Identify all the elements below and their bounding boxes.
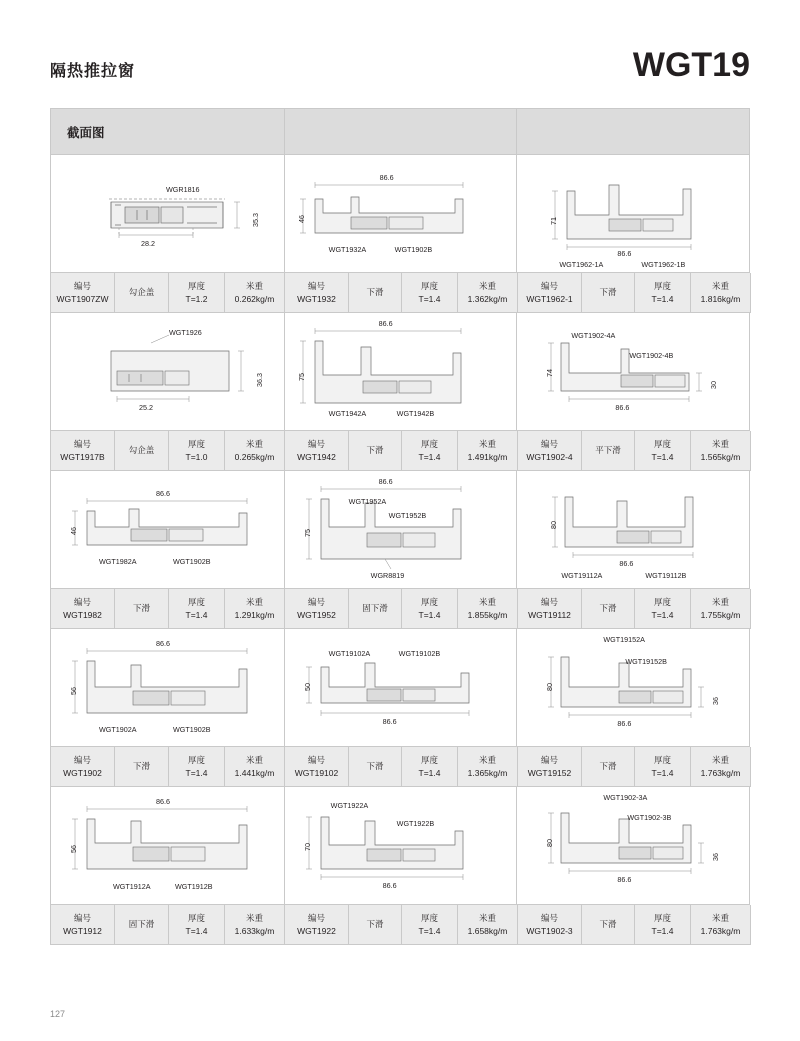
drawing-dim: 86.6 [156, 797, 170, 806]
section-title: 截面图 [67, 125, 105, 140]
spec-group [285, 273, 518, 313]
spec-code-label: 编号 [307, 913, 325, 924]
drawing-label: WGT1962-1A [559, 260, 604, 269]
spec-weight-value: 1.291kg/m [234, 609, 275, 620]
spec-thickness [169, 589, 225, 629]
spec-code-label: 编号 [540, 913, 558, 924]
drawing-label: WGT19102A [328, 649, 371, 658]
spec-thickness [635, 431, 691, 471]
spec-code [285, 747, 349, 787]
drawing-dim: 80 [549, 521, 559, 529]
spec-thickness-label: 厚度 [420, 755, 438, 766]
drawing-dim: 46 [69, 527, 78, 535]
spec-code-value: WGT1952 [297, 609, 336, 620]
spec-weight [458, 273, 518, 313]
profile-drawing [285, 787, 517, 904]
spec-weight-label: 米重 [478, 597, 496, 608]
drawing-label: WGT19152A [603, 635, 645, 644]
spec-weight-value: 1.763kg/m [700, 767, 741, 778]
drawing-dim: 86.6 [378, 319, 393, 328]
drawing-dim: 86.6 [615, 403, 630, 412]
spec-type-value: 下滑 [599, 287, 617, 298]
drawing-cell [51, 313, 285, 431]
spec-weight-value: 1.441kg/m [234, 767, 275, 778]
drawing-label: WGT1952B [388, 511, 427, 520]
spec-code [518, 905, 582, 945]
drawing-row-5 [51, 787, 750, 905]
spec-weight-label: 米重 [478, 439, 496, 450]
spec-code [51, 431, 115, 471]
spec-code-label: 编号 [307, 281, 325, 292]
spec-code-value: WGT1982 [63, 609, 102, 620]
spec-thickness-value: T=1.4 [651, 609, 674, 620]
header-cell-section [51, 109, 285, 155]
spec-weight-value: 1.763kg/m [700, 925, 741, 936]
drawing-cell [51, 155, 285, 273]
drawing-dim: 30 [709, 381, 719, 389]
spec-weight [691, 747, 751, 787]
spec-row-5 [51, 905, 750, 945]
series-code: WGT19 [632, 46, 750, 84]
table-header-row [51, 109, 750, 155]
drawing-label: WGT1902B [173, 557, 211, 566]
spec-weight [458, 905, 518, 945]
drawing-label: WGT19112B [645, 571, 687, 580]
spec-code [51, 273, 115, 313]
spec-thickness [402, 273, 458, 313]
drawing-label: WGT1902B [173, 725, 211, 734]
spec-thickness-label: 厚度 [420, 439, 438, 450]
drawing-label: WGT1902-3A [603, 793, 648, 802]
spec-weight [458, 431, 518, 471]
spec-group [518, 431, 751, 471]
spec-group [51, 589, 285, 629]
drawing-dim: 36 [711, 697, 721, 705]
spec-weight-value: 1.565kg/m [700, 451, 741, 462]
drawing-label: WGT1942B [396, 409, 435, 418]
drawing-label: WGT19112A [561, 571, 603, 580]
drawing-label: WGT1902-3B [627, 813, 672, 822]
spec-type-value: 下滑 [599, 919, 617, 930]
spec-row-2 [51, 431, 750, 471]
drawing-dim: 75 [302, 529, 312, 537]
spec-weight-label: 米重 [711, 281, 729, 292]
drawing-dim: 86.6 [156, 639, 170, 648]
spec-thickness-label: 厚度 [653, 439, 671, 450]
drawing-dim: 80 [545, 683, 555, 691]
drawing-row-4 [51, 629, 750, 747]
spec-code [518, 431, 582, 471]
spec-thickness-value: T=1.4 [418, 925, 441, 936]
spec-weight-label: 米重 [711, 755, 729, 766]
spec-code-value: WGT19102 [294, 767, 339, 778]
spec-type-value: 勾企盖 [128, 445, 155, 456]
spec-type [349, 431, 402, 471]
spec-code-label: 编号 [540, 755, 558, 766]
spec-code-label: 编号 [307, 439, 325, 450]
spec-code-value: WGT1962-1 [526, 293, 573, 304]
spec-thickness-value: T=1.4 [651, 451, 674, 462]
spec-thickness-value: T=1.2 [185, 293, 208, 304]
spec-weight [225, 747, 285, 787]
drawing-dim: 56 [69, 687, 78, 695]
spec-weight-label: 米重 [711, 597, 729, 608]
spec-code-label: 编号 [73, 913, 91, 924]
spec-type [582, 747, 635, 787]
spec-code-label: 编号 [73, 597, 91, 608]
spec-thickness-value: T=1.4 [418, 293, 441, 304]
spec-thickness-value: T=1.4 [651, 925, 674, 936]
drawing-dim: 86.6 [378, 477, 393, 486]
spec-thickness-label: 厚度 [420, 913, 438, 924]
spec-code-label: 编号 [540, 281, 558, 292]
spec-group [518, 273, 751, 313]
drawing-dim: 25.2 [139, 403, 153, 412]
spec-weight-value: 0.262kg/m [234, 293, 275, 304]
drawing-cell [517, 629, 750, 747]
drawing-label: WGT19102B [398, 649, 441, 658]
spec-thickness [402, 905, 458, 945]
profile-drawing [285, 629, 517, 746]
spec-type [349, 273, 402, 313]
spec-type [349, 747, 402, 787]
spec-weight [458, 747, 518, 787]
drawing-row-2 [51, 313, 750, 431]
spec-code-value: WGT1922 [297, 925, 336, 936]
spec-weight-label: 米重 [245, 439, 263, 450]
drawing-dim: 35.3 [251, 213, 260, 227]
spec-code-value: WGT1902-3 [526, 925, 573, 936]
drawing-dim: 86.6 [156, 489, 170, 498]
spec-thickness-value: T=1.4 [185, 609, 208, 620]
spec-type-value: 下滑 [599, 761, 617, 772]
drawing-dim: 86.6 [617, 875, 632, 884]
spec-weight-value: 1.755kg/m [700, 609, 741, 620]
spec-thickness [635, 589, 691, 629]
spec-code-value: WGT1912 [63, 925, 102, 936]
spec-code-value: WGT1902 [63, 767, 102, 778]
spec-group [518, 747, 751, 787]
spec-type-value: 下滑 [132, 761, 150, 772]
spec-type [349, 905, 402, 945]
spec-weight [691, 273, 751, 313]
drawing-dim: 86.6 [617, 249, 632, 258]
spec-type-value: 平下滑 [595, 445, 621, 456]
spec-thickness-label: 厚度 [653, 755, 671, 766]
page-number: 127 [50, 1009, 66, 1019]
drawing-label: WGT1922A [330, 801, 369, 810]
drawing-label: WGT1902-4A [571, 331, 616, 340]
spec-type [115, 589, 169, 629]
spec-type [115, 431, 169, 471]
spec-weight [225, 905, 285, 945]
spec-type [115, 747, 169, 787]
spec-code-label: 编号 [73, 281, 91, 292]
drawing-dim: 36 [711, 853, 721, 861]
drawing-label: WGT1912A [113, 882, 151, 891]
spec-thickness [635, 905, 691, 945]
drawing-row-1 [51, 155, 750, 273]
spec-weight-label: 米重 [478, 913, 496, 924]
drawing-label: WGT1912B [175, 882, 213, 891]
spec-thickness [402, 431, 458, 471]
spec-weight-value: 1.362kg/m [467, 293, 508, 304]
spec-weight-label: 米重 [245, 597, 263, 608]
spec-thickness-label: 厚度 [187, 281, 205, 292]
spec-weight [691, 431, 751, 471]
spec-weight [691, 905, 751, 945]
spec-weight-value: 1.633kg/m [234, 925, 275, 936]
spec-code [51, 905, 115, 945]
spec-group [285, 905, 518, 945]
drawing-dim: 86.6 [619, 559, 634, 568]
spec-thickness-label: 厚度 [187, 913, 205, 924]
spec-thickness-value: T=1.4 [651, 767, 674, 778]
spec-code [518, 273, 582, 313]
drawing-dim: 86.6 [382, 881, 397, 890]
spec-code [285, 589, 349, 629]
spec-weight-label: 米重 [711, 439, 729, 450]
spec-thickness [169, 431, 225, 471]
spec-code [518, 589, 582, 629]
spec-type [582, 431, 635, 471]
drawing-dim: 80 [545, 839, 555, 847]
spec-type-value: 固下滑 [362, 603, 388, 614]
drawing-dim: 75 [296, 373, 306, 381]
drawing-label: WGT1982A [99, 557, 137, 566]
spec-thickness [402, 747, 458, 787]
drawing-label: WGT1902-4B [629, 351, 674, 360]
spec-thickness-label: 厚度 [187, 439, 205, 450]
spec-thickness-label: 厚度 [420, 281, 438, 292]
spec-code [51, 589, 115, 629]
spec-weight-label: 米重 [478, 755, 496, 766]
drawing-dim: 86.6 [382, 717, 397, 726]
spec-thickness-value: T=1.4 [418, 451, 441, 462]
spec-row-3 [51, 589, 750, 629]
spec-weight-label: 米重 [245, 913, 263, 924]
page-header [50, 46, 750, 96]
spec-type-value: 固下滑 [128, 919, 155, 930]
profile-drawing [285, 155, 517, 272]
spec-type [115, 273, 169, 313]
drawing-cell [51, 471, 285, 589]
spec-code-value: WGT19112 [528, 609, 571, 620]
spec-code [285, 273, 349, 313]
spec-code-label: 编号 [540, 597, 558, 608]
spec-weight [458, 589, 518, 629]
spec-weight-value: 1.365kg/m [467, 767, 508, 778]
spec-weight-label: 米重 [478, 281, 496, 292]
spec-code [518, 747, 582, 787]
spec-type-value: 下滑 [366, 919, 384, 930]
drawing-cell [517, 155, 750, 273]
drawing-label: WGT1926 [169, 328, 202, 337]
drawing-label: WGT1922B [396, 819, 435, 828]
spec-type-value: 下滑 [599, 603, 617, 614]
drawing-label: WGT1932A [328, 245, 367, 254]
spec-type [582, 905, 635, 945]
spec-code-value: WGT1907ZW [56, 293, 109, 304]
drawing-label: WGT1952A [348, 497, 387, 506]
spec-group [285, 747, 518, 787]
spec-group [51, 431, 285, 471]
spec-thickness-value: T=1.4 [651, 293, 674, 304]
spec-thickness-label: 厚度 [420, 597, 438, 608]
spec-weight-value: 0.265kg/m [234, 451, 275, 462]
spec-code-label: 编号 [73, 755, 91, 766]
spec-thickness-value: T=1.4 [185, 925, 208, 936]
drawing-cell [285, 471, 518, 589]
drawing-cell [285, 629, 518, 747]
spec-thickness-label: 厚度 [187, 597, 205, 608]
drawing-dim: 74 [545, 369, 555, 377]
spec-type-value: 下滑 [366, 287, 384, 298]
drawing-label: WGR1816 [166, 185, 200, 194]
drawing-dim: 86.6 [617, 719, 632, 728]
spec-thickness-value: T=1.4 [418, 609, 441, 620]
profile-drawing [51, 155, 284, 272]
drawing-label: WGR8819 [370, 571, 405, 580]
profile-drawing [51, 313, 284, 430]
spec-code [285, 431, 349, 471]
spec-weight-label: 米重 [711, 913, 729, 924]
spec-type-value: 下滑 [366, 761, 384, 772]
drawing-label: WGT19152B [625, 657, 667, 666]
drawing-dim: 56 [69, 845, 78, 853]
spec-weight [691, 589, 751, 629]
spec-type [115, 905, 169, 945]
spec-group [51, 905, 285, 945]
spec-thickness [635, 747, 691, 787]
drawing-row-3 [51, 471, 750, 589]
spec-type [582, 589, 635, 629]
spec-code-value: WGT1942 [297, 451, 336, 462]
spec-row-1 [51, 273, 750, 313]
spec-type [349, 589, 402, 629]
spec-thickness [169, 905, 225, 945]
spec-thickness-label: 厚度 [187, 755, 205, 766]
drawing-dim: 36.3 [255, 373, 264, 387]
spec-group [518, 589, 751, 629]
spec-thickness-value: T=1.4 [418, 767, 441, 778]
page-title: 隔热推拉窗 [50, 63, 136, 80]
spec-code-value: WGT19152 [527, 767, 572, 778]
spec-weight-label: 米重 [245, 755, 263, 766]
spec-code-label: 编号 [73, 439, 91, 450]
profile-table [50, 108, 750, 945]
spec-thickness [169, 747, 225, 787]
drawing-label: WGT1942A [328, 409, 367, 418]
spec-thickness [635, 273, 691, 313]
spec-type-value: 勾企盖 [128, 287, 155, 298]
drawing-dim: 86.6 [379, 173, 394, 182]
spec-group [285, 431, 518, 471]
spec-type-value: 下滑 [132, 603, 150, 614]
drawing-cell [517, 313, 750, 431]
spec-group [285, 589, 518, 629]
drawing-label: WGT1962-1B [641, 260, 686, 269]
drawing-cell [285, 787, 518, 905]
spec-weight [225, 273, 285, 313]
spec-thickness-label: 厚度 [653, 281, 671, 292]
drawing-cell [51, 629, 285, 747]
drawing-cell [285, 155, 518, 273]
drawing-cell [517, 787, 750, 905]
spec-thickness-label: 厚度 [653, 597, 671, 608]
spec-thickness-value: T=1.0 [185, 451, 208, 462]
drawing-cell [285, 313, 518, 431]
spec-code [285, 905, 349, 945]
spec-weight-value: 1.855kg/m [467, 609, 508, 620]
spec-code-label: 编号 [307, 755, 325, 766]
spec-thickness [169, 273, 225, 313]
spec-weight [225, 589, 285, 629]
spec-code [51, 747, 115, 787]
spec-thickness-label: 厚度 [653, 913, 671, 924]
drawing-dim: 46 [296, 215, 306, 223]
drawing-dim: 70 [302, 843, 312, 851]
spec-weight [225, 431, 285, 471]
drawing-label: WGT1902B [394, 245, 433, 254]
spec-code-label: 编号 [540, 439, 558, 450]
spec-code-value: WGT1917B [60, 451, 105, 462]
spec-group [518, 905, 751, 945]
spec-weight-value: 1.658kg/m [467, 925, 508, 936]
profile-drawing [517, 471, 749, 588]
header-cell-3 [517, 109, 750, 155]
spec-thickness-value: T=1.4 [185, 767, 208, 778]
drawing-cell [517, 471, 750, 589]
drawing-label: WGT1902A [99, 725, 137, 734]
spec-weight-value: 1.491kg/m [467, 451, 508, 462]
drawing-cell [51, 787, 285, 905]
spec-code-value: WGT1932 [297, 293, 336, 304]
header-cell-2 [285, 109, 518, 155]
spec-type [582, 273, 635, 313]
spec-row-4 [51, 747, 750, 787]
spec-weight-value: 1.816kg/m [700, 293, 741, 304]
drawing-dim: 50 [302, 683, 312, 691]
spec-type-value: 下滑 [366, 445, 384, 456]
drawing-dim: 71 [549, 217, 559, 225]
profile-drawing [517, 155, 749, 272]
spec-thickness [402, 589, 458, 629]
drawing-dim: 28.2 [141, 239, 155, 248]
spec-code-label: 编号 [307, 597, 325, 608]
spec-group [51, 273, 285, 313]
spec-weight-label: 米重 [245, 281, 263, 292]
spec-code-value: WGT1902-4 [526, 451, 573, 462]
spec-group [51, 747, 285, 787]
